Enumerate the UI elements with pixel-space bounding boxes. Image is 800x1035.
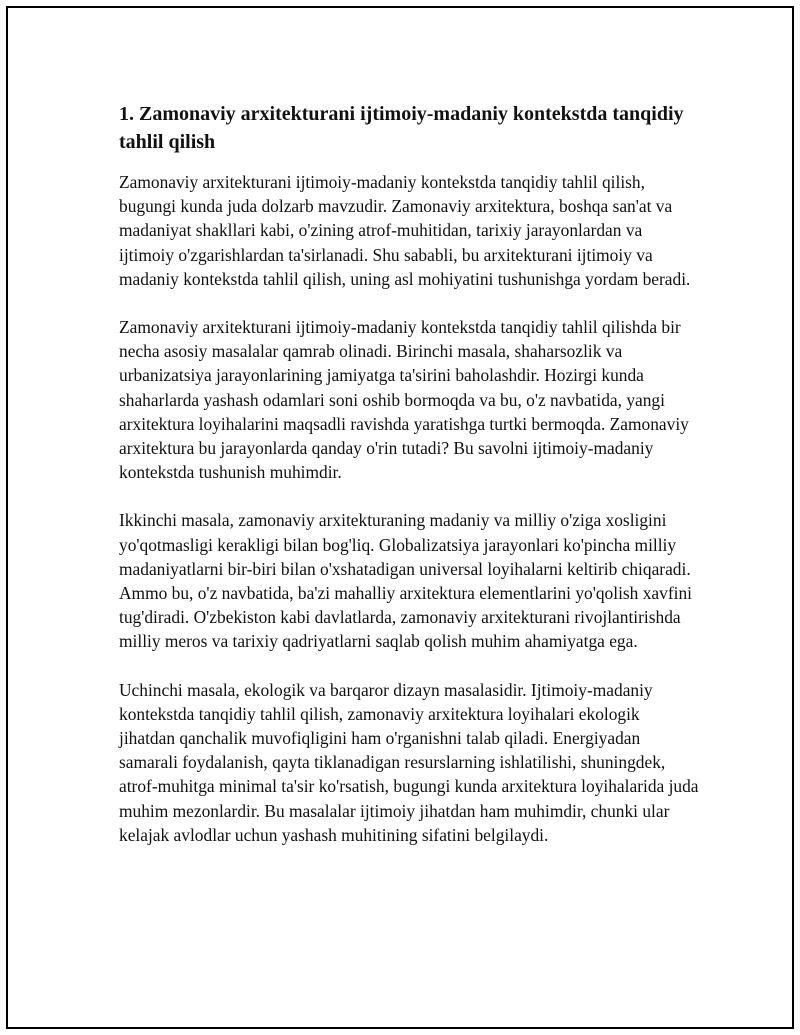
paragraph-2: Zamonaviy arxitekturani ijtimoiy-madaniy kontekstda tanqidiy tahlil qilishda bir necha asosiy masalalar qamrab olinadi. Birinchi masala, shaharsozlik va urbanizatsiya jarayonlarining jamiyatga ta'sirini baholashdir. Hozirgi kunda shaharlarda yashash odamlari soni oshib bormoqda va bu, o'z navbatida, yangi arxitektura loyihalarini maqsadli ravishda yaratishga turtki bermoqda. Zamonaviy arxitektura bu jarayonlarda qanday o'rin tutadi? Bu savolni ijtimoiy-madaniy kontekstda tushunish muhimdir. (119, 317, 689, 483)
paragraph-4: Uchinchi masala, ekologik va barqaror dizayn masalasidir. Ijtimoiy-madaniy kontekstda tanqidiy tahlil qilish, zamonaviy arxitektura loyihalari ekologik jihatdan qanchalik muvofiqligini ham o'rganishni talab qiladi. Energiyadan samarali foydalanish, qayta tiklanadigan resurslarning ishlatilishi, shuningdek, atrof-muhitga minimal ta'sir ko'rsatish, bugungi kunda arxitektura loyihalarida juda muhim mezonlardir. Bu masalalar ijtimoiy jihatdan ham muhimdir, chunki ular kelajak avlodlar uchun yashash muhitining sifatini belgilaydi. (119, 679, 699, 845)
document-body (119, 100, 699, 871)
page-frame (6, 6, 794, 1029)
paragraph-1: Zamonaviy arxitekturani ijtimoiy-madaniy kontekstda tanqidiy tahlil qilish, bugungi kunda juda dolzarb mavzudir. Zamonaviy arxitektura, boshqa san'at va madaniyat shakllari kabi, o'zining atrof-muhitidan, tarixiy jarayonlardan va ijtimoiy o'zgarishlardan ta'sirlanadi. Shu sababli, bu arxitekturani ijtimoiy va madaniy kontekstda tahlil qilish, uning asl mohiyatini tushunishga yordam beradi. (119, 172, 691, 289)
section-heading: 1. Zamonaviy arxitekturani ijtimoiy-madaniy kontekstda tanqidiy tahlil qilish (119, 103, 684, 153)
paragraph-3: Ikkinchi masala, zamonaviy arxitekturaning madaniy va milliy o'ziga xosligini yo'qotmasligi kerakligi bilan bog'liq. Globalizatsiya jarayonlari ko'pincha milliy madaniyatlarni bir-biri bilan o'xshatadigan universal loyihalarni keltirib chiqaradi. Ammo bu, o'z navbatida, ba'zi mahalliy arxitektura elementlarini yo'qolish xavfini tug'diradi. O'zbekiston kabi davlatlarda, zamonaviy arxitekturani rivojlantirishda milliy meros va tarixiy qadriyatlarni saqlab qolish muhim ahamiyatga ega. (119, 510, 692, 652)
